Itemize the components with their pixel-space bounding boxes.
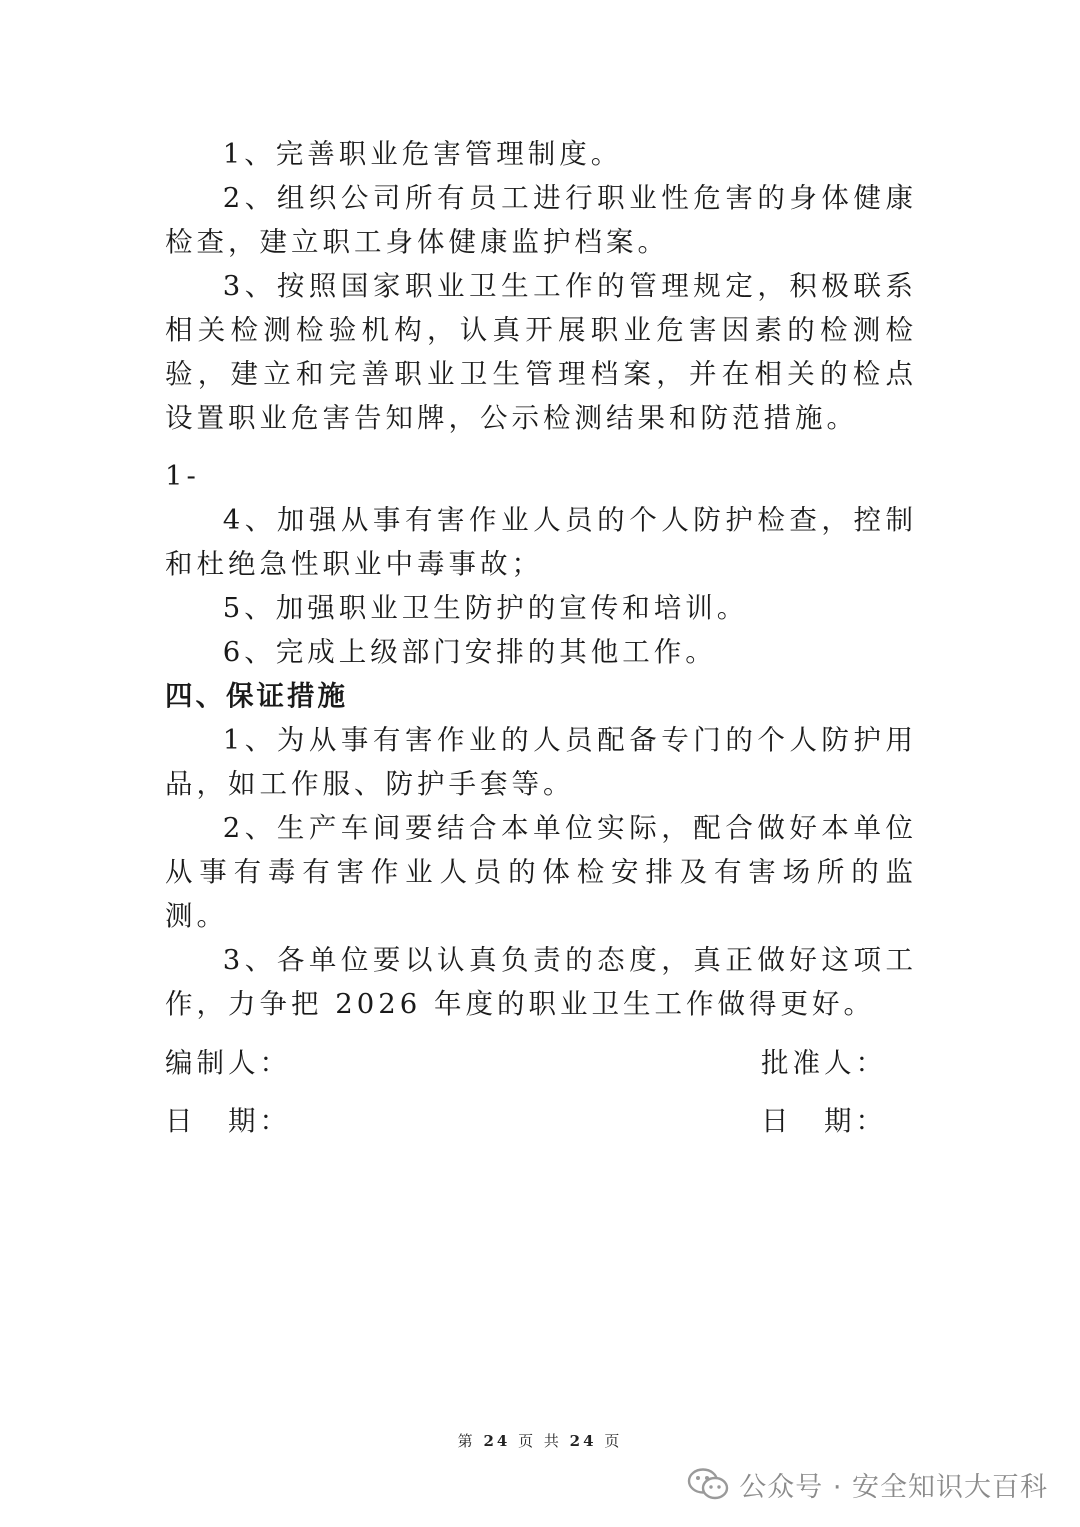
watermark-text: 公众号 · 安全知识大百科 <box>739 1471 1048 1503</box>
section-4-item-2: 2、生产车间要结合本单位实际，配合做好本单位从事有毒有害作业人员的体检安排及有害场所的监测。 <box>165 812 917 932</box>
page-footer <box>0 1430 1080 1451</box>
footer-prefix: 第 <box>457 1432 476 1450</box>
item-2: 2、组织公司所有员工进行职业性危害的身体健康检查，建立职工身体健康监护档案。 <box>165 182 917 258</box>
item-4: 4、加强从事有害作业人员的个人防护检查，控制和杜绝急性职业中毒事故； <box>165 504 917 580</box>
watermark <box>687 1464 1048 1504</box>
item-6: 6、完成上级部门安排的其他工作。 <box>222 636 717 668</box>
footer-mid: 页 共 <box>518 1432 562 1450</box>
stray-mark: 1- <box>165 460 200 492</box>
section-4-item-3: 3、各单位要以认真负责的态度，真正做好这项工作，力争把 2026 年度的职业卫生工作做得更好。 <box>165 944 917 1020</box>
item-5: 5、加强职业卫生防护的宣传和培训。 <box>222 592 749 624</box>
date-label-right: 日 期： <box>761 1105 887 1137</box>
item-1: 1、完善职业危害管理制度。 <box>222 138 623 170</box>
compiler-label: 编制人： <box>165 1047 291 1079</box>
date-label-left: 日 期： <box>165 1105 291 1137</box>
footer-suffix: 页 <box>604 1432 623 1450</box>
approver-label: 批准人： <box>761 1047 887 1079</box>
section-4-item-1: 1、为从事有害作业的人员配备专门的个人防护用品，如工作服、防护手套等。 <box>165 724 917 800</box>
document-body <box>165 132 917 1026</box>
current-page-number: 24 <box>483 1432 511 1450</box>
section-4-heading: 四、保证措施 <box>165 680 348 712</box>
wechat-icon <box>687 1467 729 1501</box>
total-pages-number: 24 <box>569 1432 597 1450</box>
item-3: 3、按照国家职业卫生工作的管理规定，积极联系相关检测检验机构，认真开展职业危害因素的检测检验，建立和完善职业卫生管理档案，并在相关的检点设置职业危害告知牌，公示检测结果和防范措施。 <box>165 270 917 434</box>
